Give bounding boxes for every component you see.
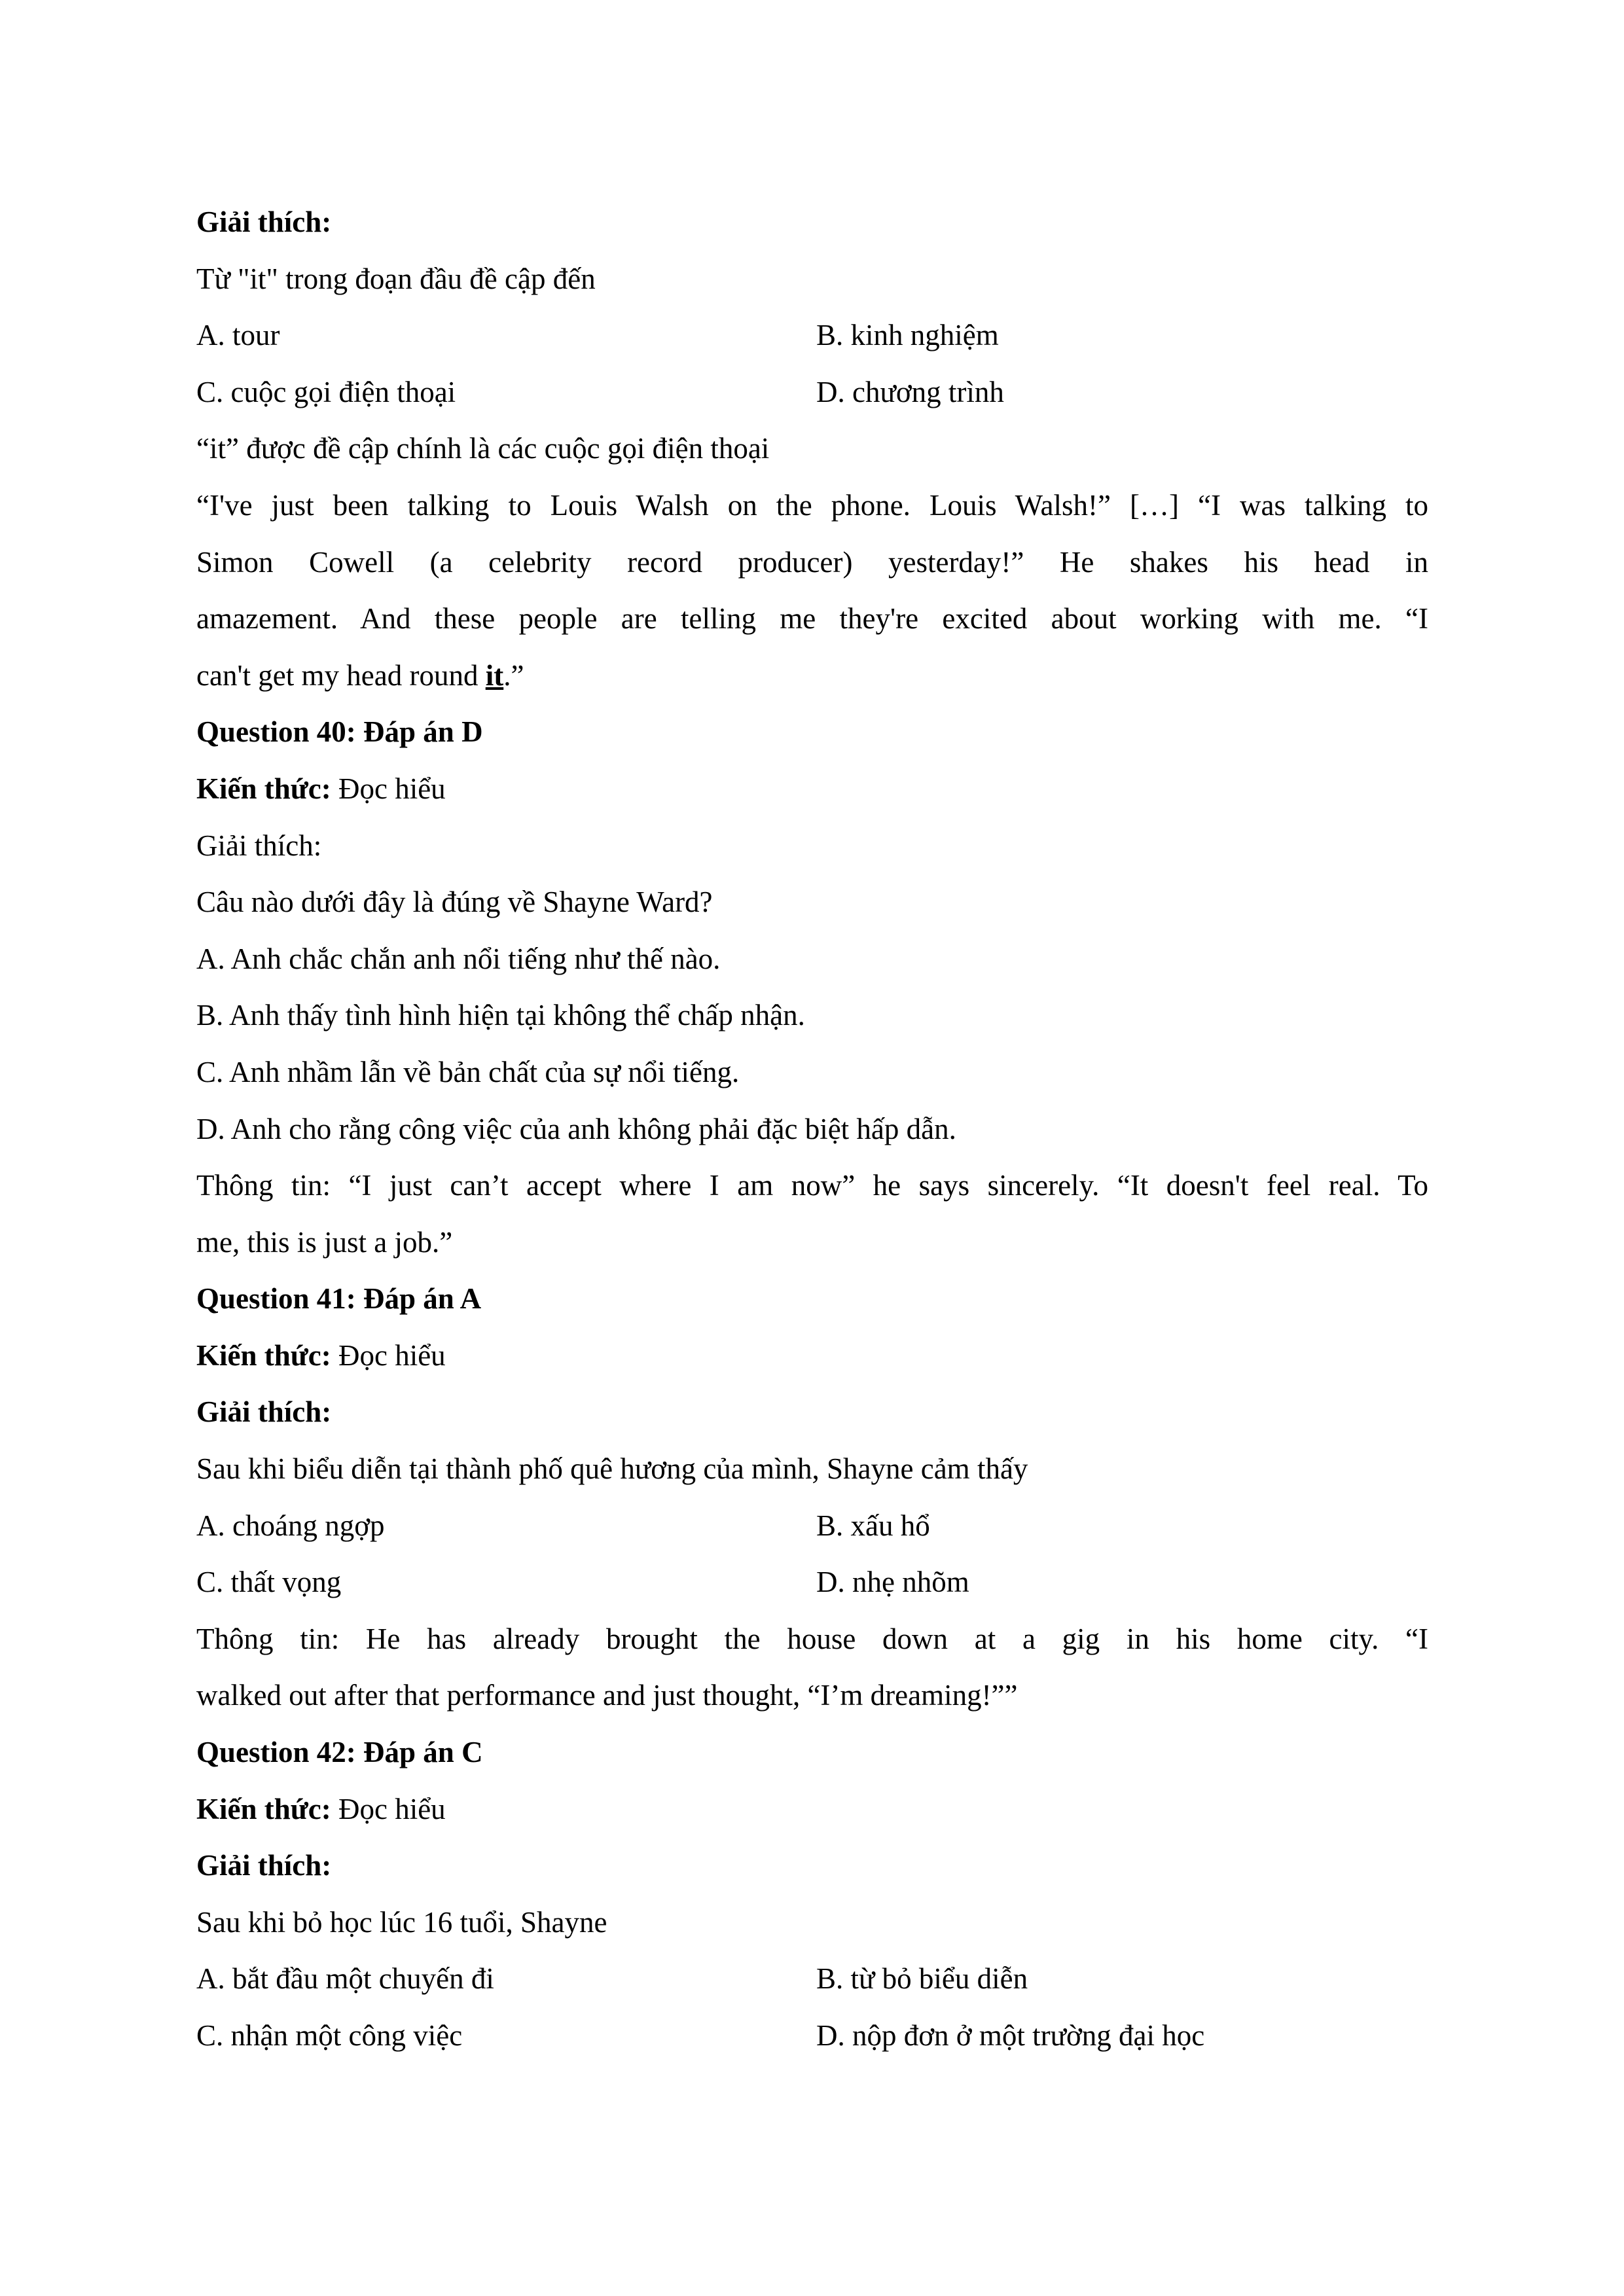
option-c: C. thất vọng [196,1566,342,1599]
document-page [196,194,1428,2064]
option-b: B. xấu hổ [816,1509,930,1542]
knowledge-label: Kiến thức: [196,1338,331,1372]
option-a: A. bắt đầu một chuyến đi [196,1962,494,1996]
question-41-options-row-2 [196,1554,1428,1611]
question-42-explain: Giải thích: [196,1849,332,1882]
question-text: Từ "it" trong đoạn đầu đề cập đến [196,262,596,295]
question-41-title: Question 41: Đáp án A [196,1282,482,1316]
option-d: D. chương trình [816,375,1004,408]
option-b: B. từ bỏ biểu diễn [816,1962,1028,1996]
quote-line-1: “I've just been talking to Louis Walsh on the phone. Louis Walsh!” […] “I was talking to [196,488,1428,522]
explanation-heading: Giải thích: [196,206,332,238]
question-41-explain: Giải thích: [196,1395,332,1429]
question-40-info-2: me, this is just a job.” [196,1225,453,1259]
knowledge-value: Đọc hiểu [331,772,446,805]
question-42-knowledge [196,1781,1428,1838]
question-41-info-1: Thông tin: He has already brought the house down at a gig in his home city. “I [196,1622,1428,1655]
question-40-explain: Giải thích: [196,829,322,862]
option-a: A. choáng ngợp [196,1509,385,1542]
question-40-info-1: Thông tin: “I just can’t accept where I am now” he says sincerely. “It doesn't feel real. To [196,1169,1428,1202]
question-42-options-row-1 [196,1950,1428,2007]
answer-note: “it” được đề cập chính là các cuộc gọi điện thoại [196,432,770,465]
option-d: D. nhẹ nhõm [816,1566,969,1599]
quote-highlight: it [485,658,504,692]
quote-text: can't get my head round [196,658,486,692]
option-c: C. nhận một công việc [196,2019,463,2052]
quote-line-4 [196,647,1428,704]
option-d: D. nộp đơn ở một trường đại học [816,2019,1205,2052]
quote-line-2: Simon Cowell (a celebrity record producer) yesterday!” He shakes his head in [196,545,1428,579]
quote-end: .” [503,658,524,692]
question-41-knowledge [196,1327,1428,1384]
knowledge-value: Đọc hiểu [331,1338,446,1372]
question-40-option-a: A. Anh chắc chắn anh nổi tiếng như thế nào. [196,942,721,975]
question-40-title: Question 40: Đáp án D [196,715,483,749]
question-40-option-d: D. Anh cho rằng công việc của anh không phải đặc biệt hấp dẫn. [196,1112,956,1145]
question-42-options-row-2 [196,2007,1428,2064]
options-row-2 [196,364,1428,421]
option-b: B. kinh nghiệm [816,319,999,352]
question-41-text: Sau khi biểu diễn tại thành phố quê hương của mình, Shayne cảm thấy [196,1452,1028,1486]
question-42-title: Question 42: Đáp án C [196,1736,483,1769]
question-40-knowledge [196,761,1428,817]
knowledge-label: Kiến thức: [196,772,331,805]
question-40-text: Câu nào dưới đây là đúng về Shayne Ward? [196,886,713,919]
quote-line-3: amazement. And these people are telling me they're excited about working with me. “I [196,602,1428,636]
question-41-options-row-1 [196,1498,1428,1554]
options-row-1 [196,307,1428,364]
question-41-info-2: walked out after that performance and just thought, “I’m dreaming!”” [196,1679,1018,1712]
question-40-option-c: C. Anh nhầm lẫn về bản chất của sự nổi tiếng. [196,1055,740,1088]
option-a: A. tour [196,319,280,352]
option-c: C. cuộc gọi điện thoại [196,375,456,408]
question-42-text: Sau khi bỏ học lúc 16 tuổi, Shayne [196,1905,607,1939]
question-40-option-b: B. Anh thấy tình hình hiện tại không thể chấp nhận. [196,999,805,1032]
knowledge-label: Kiến thức: [196,1792,331,1825]
knowledge-value: Đọc hiểu [331,1792,446,1825]
